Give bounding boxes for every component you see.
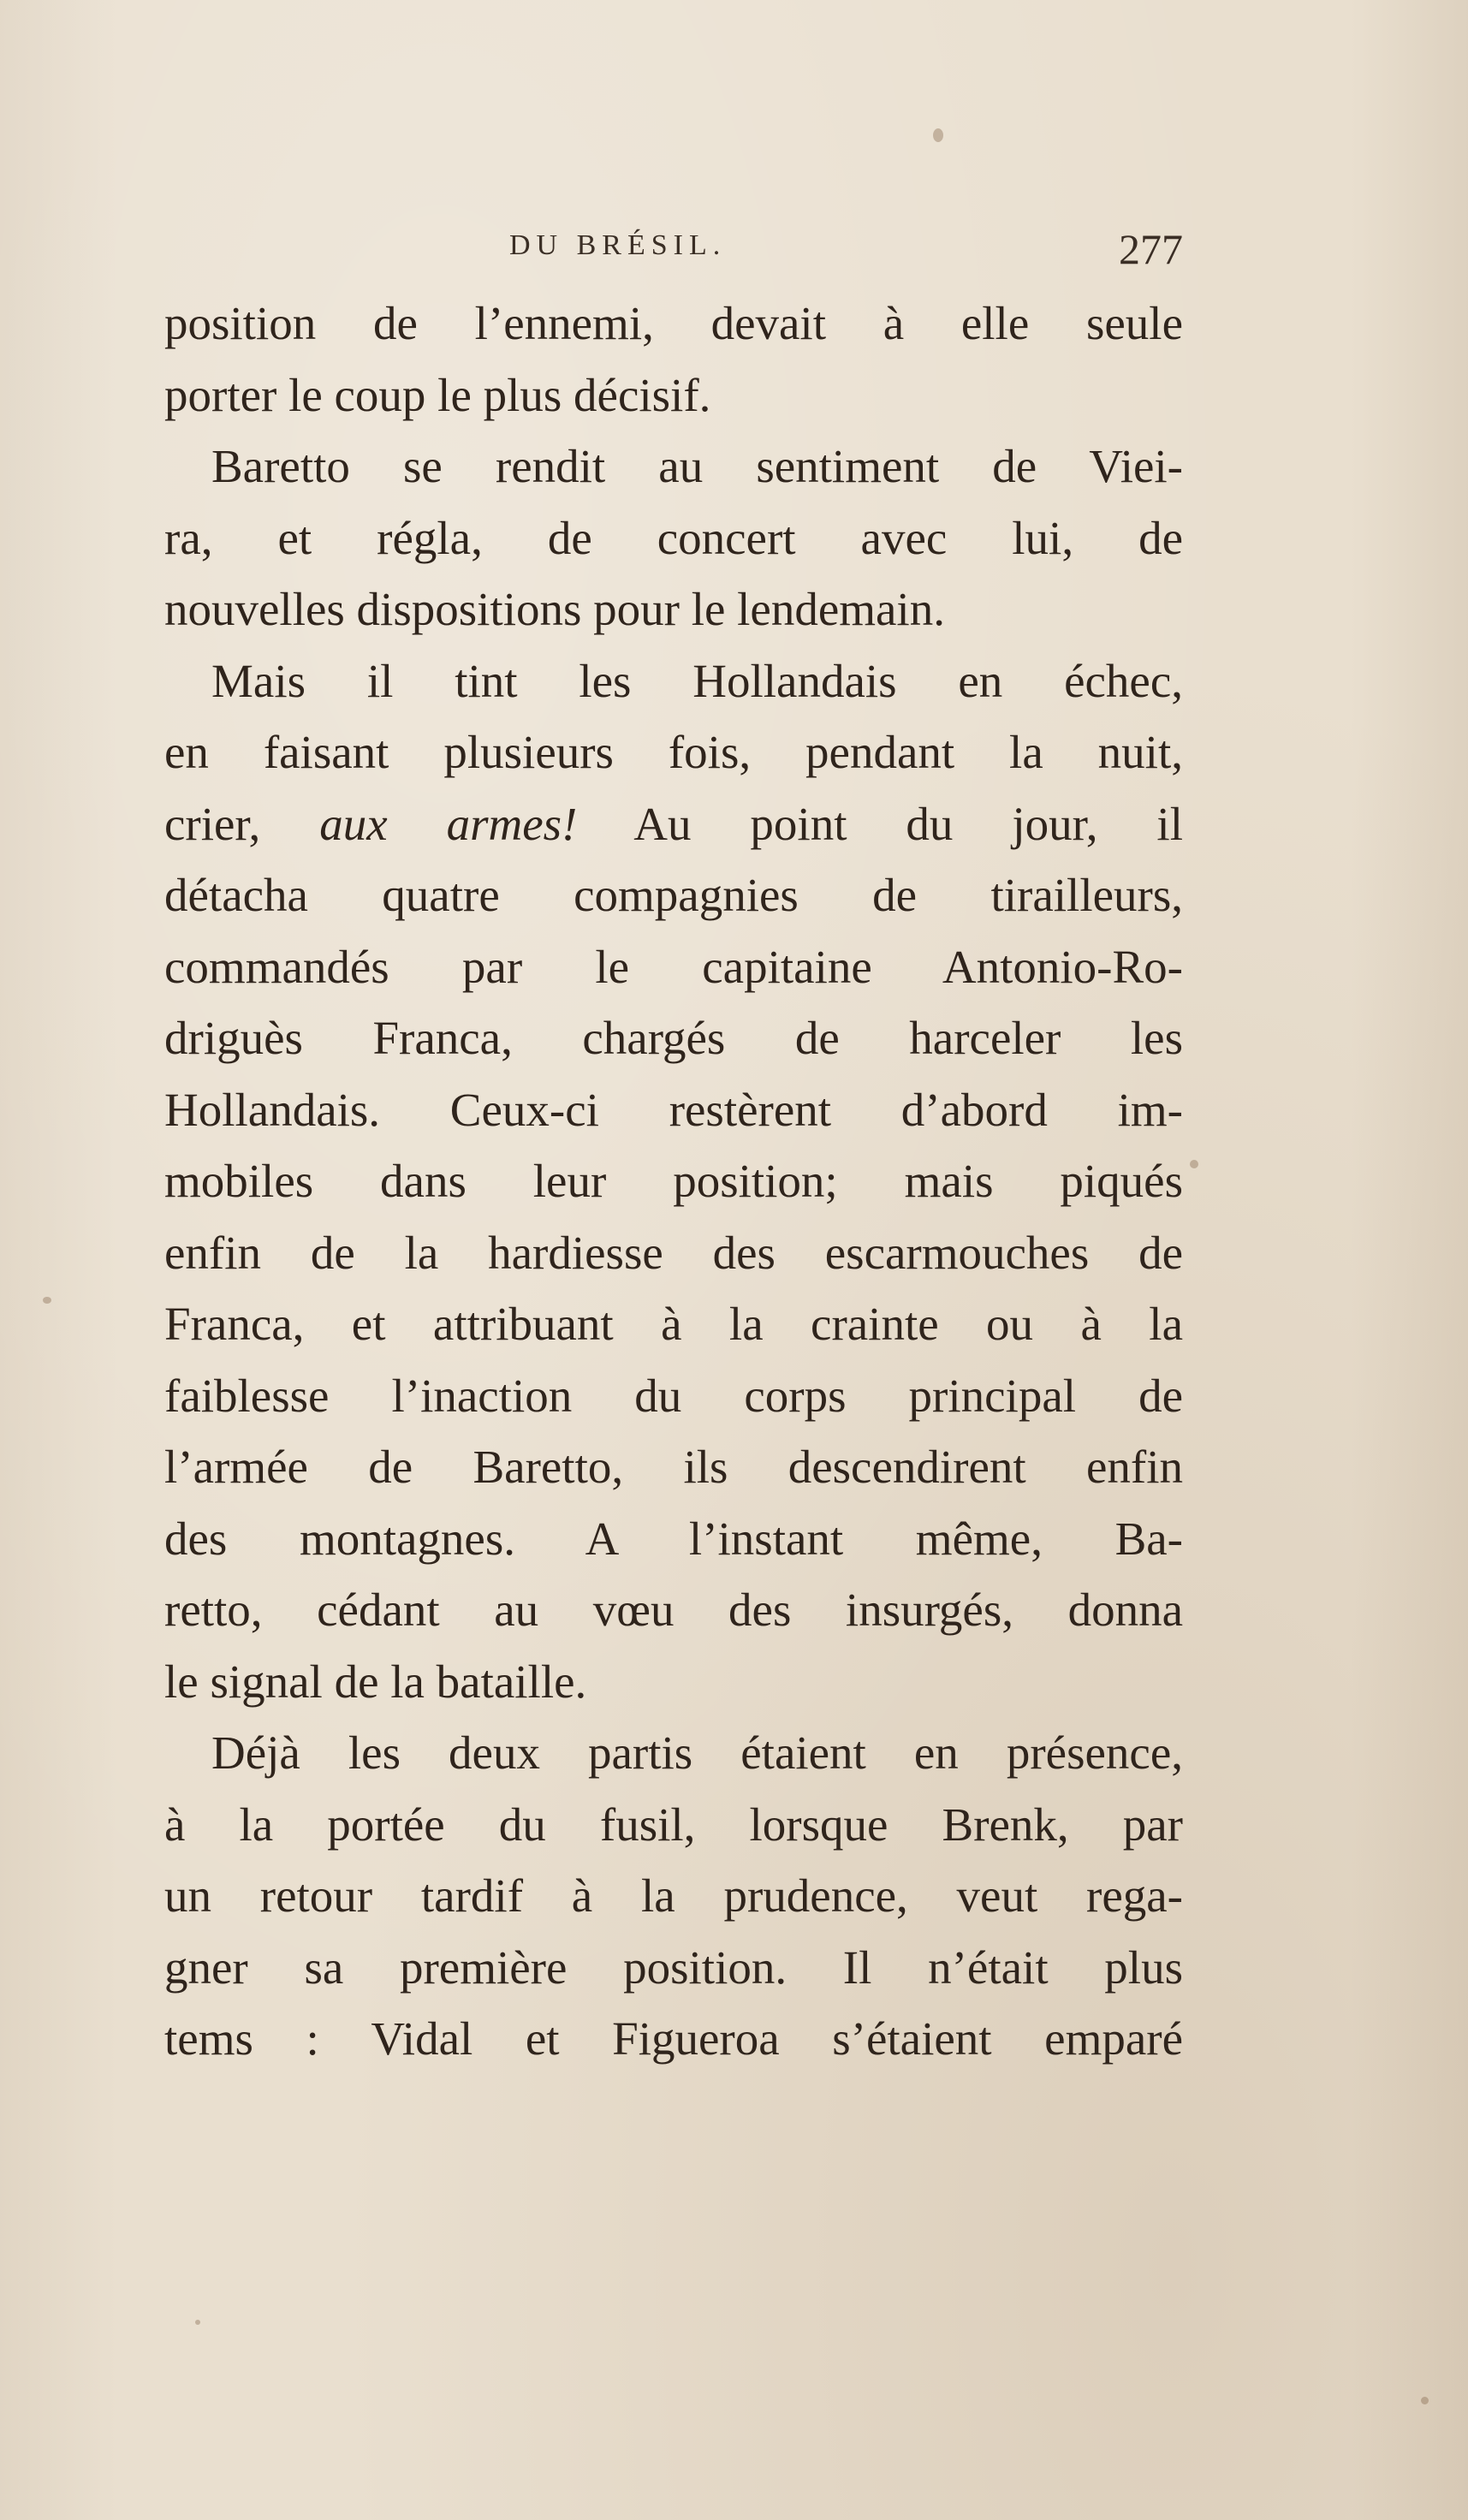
text-line: un retour tardif à la prudence, veut rega- <box>164 1869 1183 1922</box>
body-text <box>164 288 1183 2075</box>
italic-phrase: aux armes! <box>319 797 578 850</box>
text-line: position de l’ennemi, devait à elle seule <box>164 297 1183 349</box>
paper-speck <box>1421 2397 1429 2404</box>
text-line: retto, cédant au vœu des insurgés, donna <box>164 1584 1183 1636</box>
text-line: nouvelles dispositions pour le lendemain. <box>164 583 945 635</box>
text-line: driguès Franca, chargés de harceler les <box>164 1012 1183 1064</box>
text-line: mobiles dans leur position; mais piqués <box>164 1155 1183 1207</box>
text-line: commandés par le capitaine Antonio-Ro- <box>164 940 1183 993</box>
text-line: porter le coup le plus décisif. <box>164 368 711 421</box>
running-head: DU BRÉSIL. <box>509 229 727 261</box>
paragraph-4 <box>164 1717 1183 2075</box>
text-line: ra, et régla, de concert avec lui, de <box>164 511 1183 564</box>
paper-speck <box>1190 1160 1198 1168</box>
paragraph-3 <box>164 645 1183 1718</box>
paper-speck <box>43 1297 51 1304</box>
page-header <box>164 225 1183 281</box>
text-line: détacha quatre compagnies de tirailleurs, <box>164 869 1183 921</box>
paper-speck <box>195 2320 200 2325</box>
text-line: Hollandais. Ceux-ci restèrent d’abord im- <box>164 1083 1183 1136</box>
text-line: en faisant plusieurs fois, pendant la nuit, <box>164 726 1183 778</box>
paragraph-1 <box>164 288 1183 431</box>
text-line: le signal de la bataille. <box>164 1655 587 1708</box>
text-segment: crier, <box>164 797 261 850</box>
text-line: gner sa première position. Il n’était plus <box>164 1941 1183 1994</box>
paper-speck <box>933 128 943 142</box>
text-line: enfin de la hardiesse des escarmouches de <box>164 1226 1183 1279</box>
paragraph-2 <box>164 431 1183 645</box>
text-line: l’armée de Baretto, ils descendirent enfin <box>164 1441 1183 1493</box>
text-segment: Au point du jour, il <box>633 797 1183 850</box>
text-line: Mais il tint les Hollandais en échec, <box>211 654 1183 707</box>
text-line: Déjà les deux partis étaient en présence, <box>211 1727 1183 1779</box>
text-line: tems : Vidal et Figueroa s’étaient emparé <box>164 2012 1183 2065</box>
text-line: à la portée du fusil, lorsque Brenk, par <box>164 1798 1183 1851</box>
text-line: Franca, et attribuant à la crainte ou à la <box>164 1298 1183 1350</box>
text-line: Baretto se rendit au sentiment de Viei- <box>211 440 1183 492</box>
text-line: faiblesse l’inaction du corps principal de <box>164 1369 1183 1422</box>
text-line: des montagnes. A l’instant même, Ba- <box>164 1512 1183 1565</box>
text-line <box>164 788 1183 860</box>
page-number: 277 <box>1119 225 1183 273</box>
